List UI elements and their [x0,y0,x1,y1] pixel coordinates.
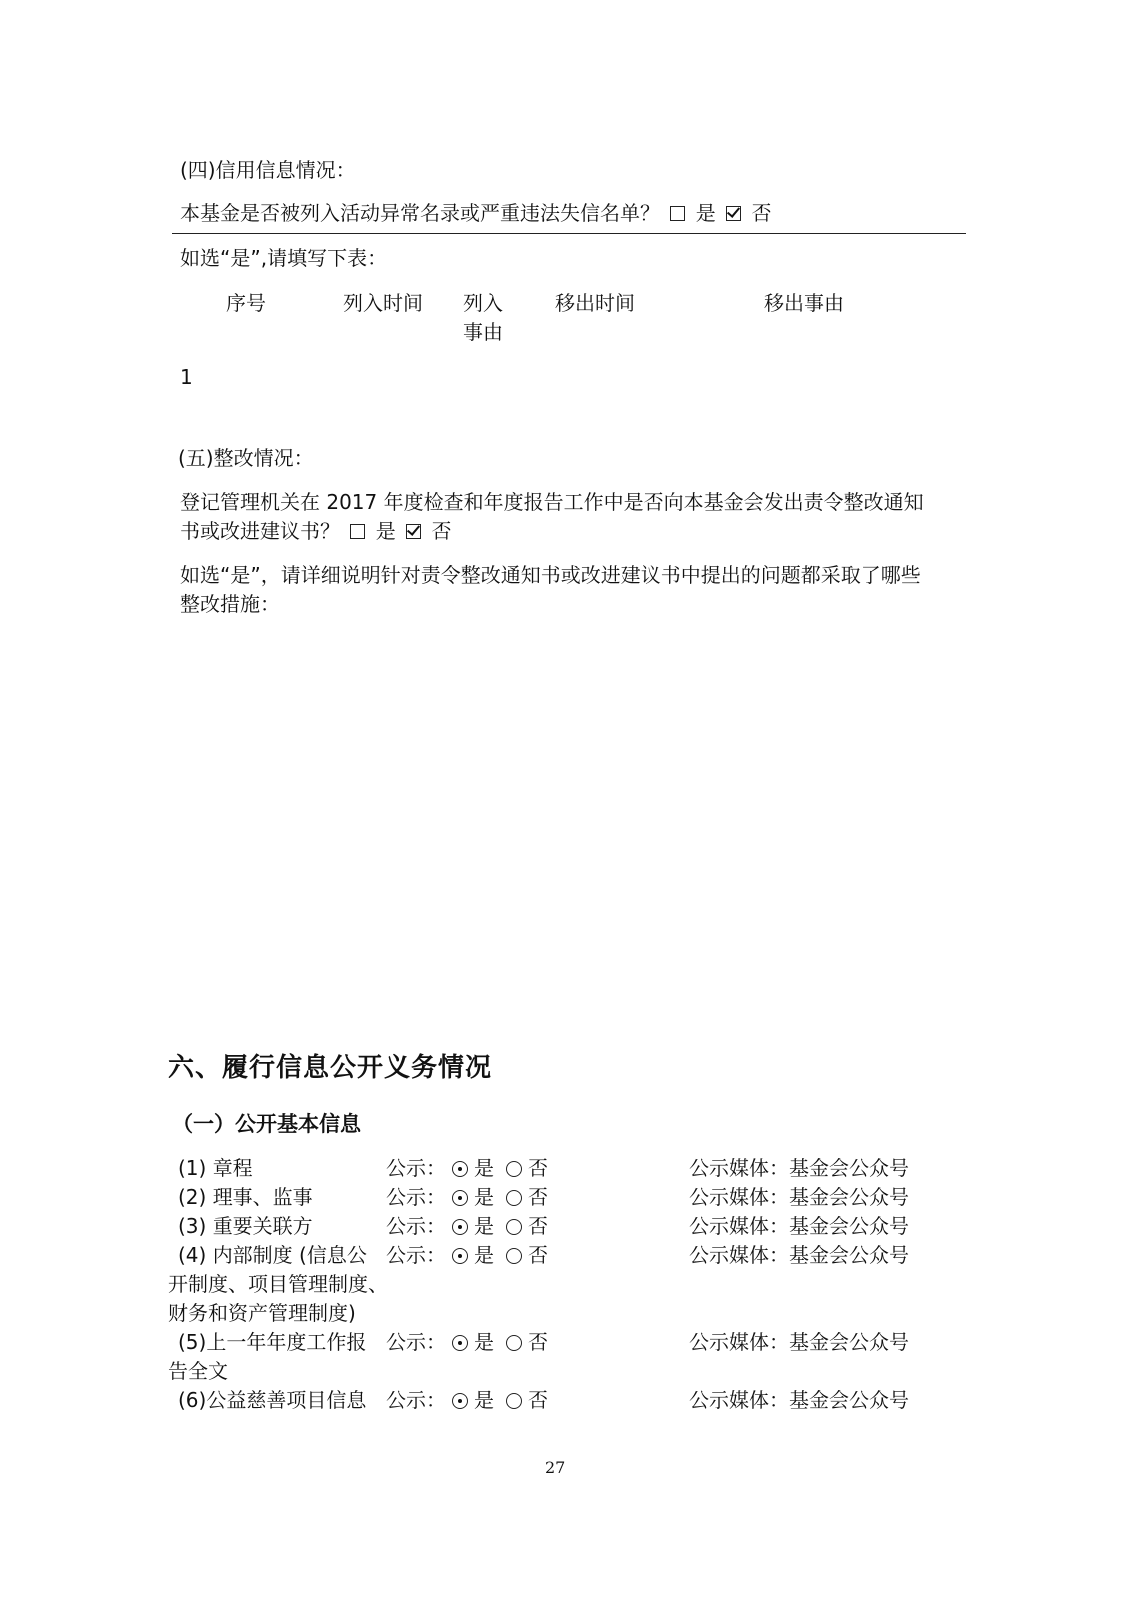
disclosure-item-label: (1) 章程 [178,1156,253,1180]
disclosure-show-group [386,1240,548,1270]
disclosure-no-label: 否 [528,1185,548,1209]
disclosure-media-label: 公示媒体： [689,1388,789,1412]
page-number: 27 [545,1458,566,1477]
disclosure-show-group [386,1211,548,1241]
disclosure-item-label: (3) 重要关联方 [178,1214,313,1238]
disclosure-media-label: 公示媒体： [689,1185,789,1209]
disclosure-yes-label: 是 [474,1185,494,1209]
rectification-question-line1: 登记管理机关在 2017 年度检查和年度报告工作中是否向本基金会发出责令整改通知 [180,490,924,514]
credit-question [180,201,771,225]
disclosure-media-value: 基金会公众号 [789,1388,909,1412]
disclosure-show-group [386,1182,548,1212]
rectification-yes-label: 是 [375,519,396,543]
disclosure-item-label: (5)上一年年度工作报 [178,1330,367,1354]
credit-heading: (四)信用信息情况： [180,158,356,182]
disclosure-no-label: 否 [528,1214,548,1238]
credit-question-text: 本基金是否被列入活动异常名录或严重违法失信名单？ [180,201,660,225]
disclosure-yes-radio[interactable] [452,1335,468,1351]
disclosure-no-radio[interactable] [506,1161,522,1177]
disclosure-show-label: 公示： [386,1185,446,1209]
disclosure-show-label: 公示： [386,1243,446,1267]
disclosure-item-label: (4) 内部制度 (信息公 [178,1243,367,1267]
disclosure-no-radio[interactable] [506,1393,522,1409]
disclosure-media-value: 基金会公众号 [789,1156,909,1180]
disclosure-show-group [386,1153,548,1183]
disclosure-no-label: 否 [528,1388,548,1412]
disclosure-no-radio[interactable] [506,1190,522,1206]
disclosure-media [689,1240,909,1270]
rectification-question-text: 书或改进建议书？ [180,519,340,543]
disclosure-no-radio[interactable] [506,1219,522,1235]
rectification-yes-checkbox[interactable] [350,524,365,539]
disclosure-media [689,1211,909,1241]
credit-yes-label: 是 [695,201,716,225]
table-header-index: 序号 [226,291,266,315]
table-header-listed-reason-line1: 列入 [463,291,503,315]
disclosure-media-value: 基金会公众号 [789,1330,909,1354]
disclosure-yes-label: 是 [474,1214,494,1238]
rectification-question-line2 [180,519,451,543]
disclosure-no-radio[interactable] [506,1248,522,1264]
table-header-removed-time: 移出时间 [555,291,635,315]
rectification-heading: (五)整改情况： [178,446,314,470]
disclosure-yes-radio[interactable] [452,1190,468,1206]
disclosure-media [689,1327,909,1357]
rectification-no-label: 否 [431,519,452,543]
disclosure-yes-radio[interactable] [452,1393,468,1409]
disclosure-item-label: (2) 理事、监事 [178,1185,313,1209]
disclosure-no-label: 否 [528,1156,548,1180]
disclosure-no-label: 否 [528,1330,548,1354]
table-header-removed-reason: 移出事由 [764,291,844,315]
disclosure-no-label: 否 [528,1243,548,1267]
disclosure-item-label: 开制度、项目管理制度、 [168,1272,388,1296]
credit-no-checkbox[interactable] [726,206,741,221]
disclosure-media [689,1385,909,1415]
rectification-detail-line1: 如选“是”，请详细说明针对责令整改通知书或改进建议书中提出的问题都采取了哪些 [180,563,921,587]
disclosure-yes-radio[interactable] [452,1219,468,1235]
disclosure-media-label: 公示媒体： [689,1156,789,1180]
disclosure-yes-label: 是 [474,1388,494,1412]
divider [172,233,966,234]
table-header-listed-time: 列入时间 [343,291,423,315]
disclosure-yes-radio[interactable] [452,1248,468,1264]
table-row-1-index: 1 [180,365,193,389]
disclosure-media-label: 公示媒体： [689,1214,789,1238]
section-title: 六、履行信息公开义务情况 [168,1053,493,1083]
disclosure-media [689,1182,909,1212]
disclosure-show-label: 公示： [386,1330,446,1354]
disclosure-media [689,1153,909,1183]
disclosure-media-value: 基金会公众号 [789,1214,909,1238]
disclosure-media-value: 基金会公众号 [789,1185,909,1209]
disclosure-item-label: (6)公益慈善项目信息 [178,1388,367,1412]
disclosure-show-group [386,1385,548,1415]
rectification-detail-line2: 整改措施： [180,592,280,616]
disclosure-yes-label: 是 [474,1243,494,1267]
disclosure-media-label: 公示媒体： [689,1243,789,1267]
disclosure-yes-label: 是 [474,1330,494,1354]
disclosure-item-label: 告全文 [168,1359,228,1383]
disclosure-media-value: 基金会公众号 [789,1243,909,1267]
subsection-title: （一）公开基本信息 [172,1112,361,1136]
disclosure-show-label: 公示： [386,1214,446,1238]
credit-no-label: 否 [751,201,772,225]
disclosure-yes-label: 是 [474,1156,494,1180]
disclosure-show-label: 公示： [386,1156,446,1180]
credit-fill-note: 如选“是”,请填写下表： [180,246,388,270]
table-header-listed-reason-line2: 事由 [463,320,503,344]
disclosure-yes-radio[interactable] [452,1161,468,1177]
credit-yes-checkbox[interactable] [670,206,685,221]
disclosure-show-group [386,1327,548,1357]
rectification-no-checkbox[interactable] [406,524,421,539]
disclosure-item-label: 财务和资产管理制度) [168,1301,356,1325]
disclosure-media-label: 公示媒体： [689,1330,789,1354]
disclosure-no-radio[interactable] [506,1335,522,1351]
disclosure-show-label: 公示： [386,1388,446,1412]
